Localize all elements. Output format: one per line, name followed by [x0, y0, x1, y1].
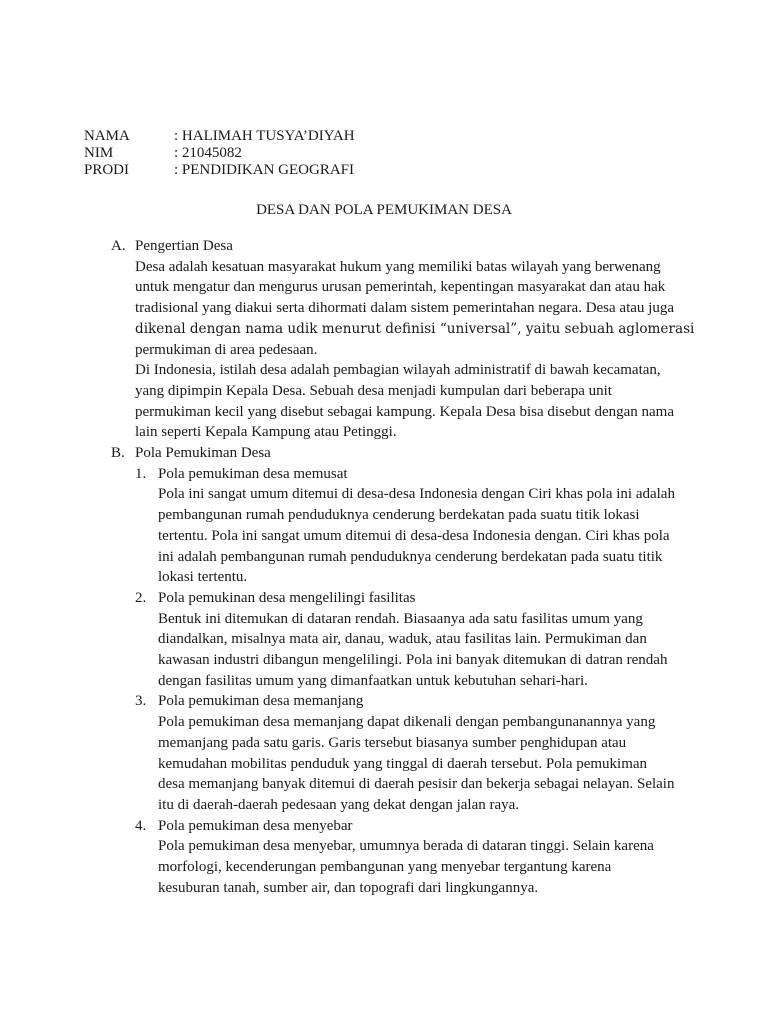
section-letter: B. — [111, 445, 125, 462]
text-line: pembangunan rumah penduduknya cenderung berdekatan pada suatu titik lokasi — [158, 507, 640, 524]
list-item-heading — [135, 691, 691, 712]
text-line: untuk mengatur dan mengurus urusan pemerintah, kepentingan masyarakat dan atau hak — [135, 279, 666, 296]
list-item — [111, 816, 691, 899]
list-item-title: Pola pemukiman desa menyebar — [158, 817, 353, 834]
list-item-title: Pola pemukiman desa memusat — [158, 465, 348, 482]
student-info — [84, 128, 355, 179]
section-a — [111, 236, 695, 443]
document-title: DESA DAN POLA PEMUKIMAN DESA — [256, 202, 512, 218]
info-label: NIM — [84, 145, 114, 161]
text-line: lain seperti Kepala Kampung atau Petinggi. — [135, 424, 397, 441]
text-line: kawasan industri dibangun mengelilingi. Pola ini banyak ditemukan di datran rendah — [158, 652, 668, 669]
text-line: desa memanjang banyak ditemui di daerah pesisir dan bekerja sebagai nelayan. Selain — [158, 776, 675, 793]
paragraph — [135, 257, 695, 361]
text-line: dikenal dengan nama udik menurut definisi “universal”, yaitu sebuah aglomerasi — [135, 320, 695, 337]
section-b — [111, 443, 691, 898]
section-heading — [111, 236, 691, 257]
paragraph — [158, 712, 691, 816]
info-value: : 21045082 — [174, 145, 242, 161]
list-item — [111, 588, 691, 692]
text-line: yang dipimpin Kepala Desa. Sebuah desa menjadi kumpulan dari beberapa unit — [135, 382, 612, 399]
paragraph — [158, 484, 691, 588]
paragraph — [158, 836, 691, 898]
list-item-heading — [135, 816, 691, 837]
text-line: permukiman kecil yang disebut sebagai kampung. Kepala Desa bisa disebut dengan nama — [135, 403, 675, 420]
text-line: ini adalah pembangunan rumah penduduknya cenderung berdekatan pada suatu titik — [158, 548, 663, 565]
text-line: Pola pemukiman desa memanjang dapat dikenali dengan pembangunanannya yang — [158, 714, 656, 731]
document-body — [111, 236, 695, 899]
list-number: 4. — [135, 817, 147, 834]
list-item-heading — [135, 464, 691, 485]
list-item-title: Pola pemukinan desa mengelilingi fasilitas — [158, 589, 416, 606]
list-number: 3. — [135, 693, 147, 710]
info-value: : HALIMAH TUSYA’DIYAH — [174, 128, 355, 144]
list-item — [111, 691, 691, 815]
text-line: tertentu. Pola ini sangat umum ditemui di desa-desa Indonesia dengan. Ciri khas pola — [158, 527, 670, 544]
text-line: itu di daerah-daerah pedesaan yang dekat dengan jalan raya. — [158, 796, 520, 813]
text-line: diandalkan, misalnya mata air, danau, waduk, atau fasilitas lain. Permukiman dan — [158, 631, 647, 648]
text-line: morfologi, kecenderungan pembangunan yang menyebar tergantung karena — [158, 859, 612, 876]
text-line: Di Indonesia, istilah desa adalah pembagian wilayah administratif di bawah kecamatan, — [135, 362, 661, 379]
paragraph — [158, 609, 691, 692]
list-item — [111, 464, 691, 588]
info-label: NAMA — [84, 128, 130, 144]
text-line: lokasi tertentu. — [158, 569, 248, 586]
list-number: 2. — [135, 589, 147, 606]
text-line: dengan fasilitas umum yang dimanfaatkan untuk kebutuhan sehari-hari. — [158, 672, 588, 689]
section-heading — [111, 443, 691, 464]
section-letter: A. — [111, 238, 126, 254]
info-row-prodi — [84, 162, 355, 179]
info-label: PRODI — [84, 162, 130, 178]
list-item-heading — [135, 588, 691, 609]
info-row-nama — [84, 128, 355, 145]
text-line: kemudahan mobilitas penduduk yang tinggal di daerah tersebut. Pola pemukiman — [158, 755, 648, 772]
text-line: kesuburan tanah, sumber air, dan topografi dari lingkungannya. — [158, 879, 539, 896]
text-line: Desa adalah kesatuan masyarakat hukum yang memiliki batas wilayah yang berwenang — [135, 258, 661, 275]
text-line: memanjang pada satu garis. Garis tersebut biasanya sumber penghidupan atau — [158, 734, 627, 751]
section-a-body — [135, 257, 695, 443]
text-line: permukiman di area pedesaan. — [135, 341, 318, 358]
text-line: tradisional yang diakui serta dihormati dalam sistem pemerintahan negara. Desa atau juga — [135, 300, 674, 317]
section-title: Pengertian Desa — [135, 238, 233, 254]
paragraph — [135, 360, 691, 443]
list-item-title: Pola pemukiman desa memanjang — [158, 693, 364, 710]
text-line: Bentuk ini ditemukan di dataran rendah. Biasaanya ada satu fasilitas umum yang — [158, 610, 643, 627]
text-line: Pola ini sangat umum ditemui di desa-desa Indonesia dengan Ciri khas pola ini adalah — [158, 486, 675, 503]
list-number: 1. — [135, 465, 147, 482]
section-title: Pola Pemukiman Desa — [135, 445, 271, 462]
info-row-nim — [84, 145, 355, 162]
info-value: : PENDIDIKAN GEOGRAFI — [174, 162, 354, 178]
text-line: Pola pemukiman desa menyebar, umumnya berada di dataran tinggi. Selain karena — [158, 838, 654, 855]
